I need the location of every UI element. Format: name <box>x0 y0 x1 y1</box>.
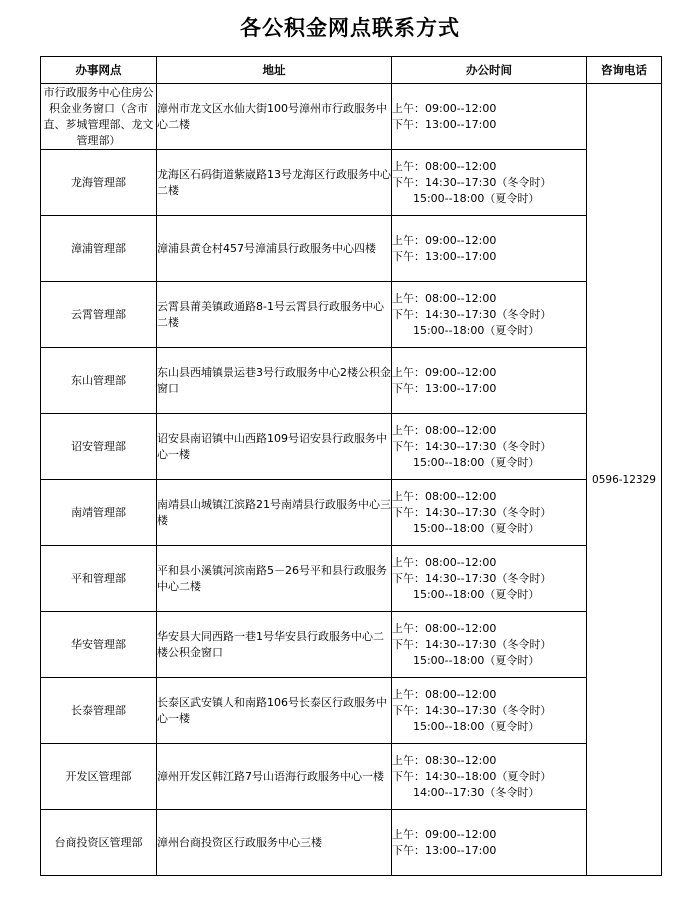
office-hours-line: 下午：14:30--17:30（冬令时） <box>392 703 552 717</box>
office-hours-line: 下午：13:00--17:00 <box>392 381 497 395</box>
address-cell: 漳州开发区韩江路7号山语海行政服务中心一楼 <box>157 744 392 810</box>
office-hours-line: 15:00--18:00（夏令时） <box>392 191 540 205</box>
address-cell: 长泰区武安镇人和南路106号长泰区行政服务中心一楼 <box>157 678 392 744</box>
office-hours-line: 15:00--18:00（夏令时） <box>392 323 540 337</box>
office-hours-line: 下午：14:30--17:30（冬令时） <box>392 307 552 321</box>
office-hours-cell <box>392 150 587 216</box>
office-hours-cell <box>392 744 587 810</box>
office-name-cell: 平和管理部 <box>41 546 157 612</box>
office-hours-line: 下午：13:00--17:00 <box>392 117 497 131</box>
office-hours-line: 上午：09:00--12:00 <box>392 233 497 247</box>
address-cell: 诏安县南诏镇中山西路109号诏安县行政服务中心一楼 <box>157 414 392 480</box>
office-hours-line: 15:00--18:00（夏令时） <box>392 521 540 535</box>
table-row <box>41 150 662 216</box>
table-header-row <box>41 57 662 84</box>
office-hours-line: 15:00--18:00（夏令时） <box>392 455 540 469</box>
address-cell: 漳浦县黄仓村457号漳浦县行政服务中心四楼 <box>157 216 392 282</box>
office-hours-line: 上午：09:00--12:00 <box>392 365 497 379</box>
table-body <box>41 84 662 876</box>
address-cell: 龙海区石码街道紫崴路13号龙海区行政服务中心二楼 <box>157 150 392 216</box>
office-hours-line: 下午：13:00--17:00 <box>392 249 497 263</box>
office-hours-line: 上午：08:00--12:00 <box>392 159 497 173</box>
office-hours-line: 上午：08:30--12:00 <box>392 753 497 767</box>
office-hours-cell <box>392 546 587 612</box>
office-hours-line: 上午：08:00--12:00 <box>392 291 497 305</box>
table-row <box>41 414 662 480</box>
office-hours-line: 上午：08:00--12:00 <box>392 687 497 701</box>
office-hours-line: 下午：14:30--18:00（夏令时） <box>392 769 552 783</box>
office-name-cell: 云霄管理部 <box>41 282 157 348</box>
office-name-cell: 南靖管理部 <box>41 480 157 546</box>
table-row <box>41 744 662 810</box>
office-name-cell: 市行政服务中心住房公积金业务窗口（含市直、芗城管理部、龙文管理部） <box>41 84 157 150</box>
office-hours-line: 15:00--18:00（夏令时） <box>392 587 540 601</box>
address-cell: 云霄县莆美镇政通路8-1号云霄县行政服务中心二楼 <box>157 282 392 348</box>
office-name-cell: 诏安管理部 <box>41 414 157 480</box>
table-row <box>41 282 662 348</box>
table-row <box>41 348 662 414</box>
office-hours-line: 下午：14:30--17:30（冬令时） <box>392 175 552 189</box>
office-name-cell: 东山管理部 <box>41 348 157 414</box>
address-cell: 漳州台商投资区行政服务中心三楼 <box>157 810 392 876</box>
table-row <box>41 678 662 744</box>
office-hours-line: 下午：14:30--17:30（冬令时） <box>392 571 552 585</box>
office-hours-line: 上午：08:00--12:00 <box>392 423 497 437</box>
office-hours-line: 上午：08:00--12:00 <box>392 621 497 635</box>
office-hours-cell <box>392 678 587 744</box>
office-hours-cell <box>392 216 587 282</box>
office-name-cell: 开发区管理部 <box>41 744 157 810</box>
office-hours-line: 下午：14:30--17:30（冬令时） <box>392 505 552 519</box>
office-hours-cell <box>392 348 587 414</box>
table-row <box>41 84 662 150</box>
office-hours-cell <box>392 612 587 678</box>
office-hours-line: 下午：13:00--17:00 <box>392 843 497 857</box>
page-title: 各公积金网点联系方式 <box>240 15 460 40</box>
table-row <box>41 612 662 678</box>
table-row <box>41 546 662 612</box>
office-hours-line: 15:00--18:00（夏令时） <box>392 653 540 667</box>
table-row <box>41 810 662 876</box>
address-cell: 漳州市龙文区水仙大街100号漳州市行政服务中心二楼 <box>157 84 392 150</box>
office-hours-line: 上午：08:00--12:00 <box>392 489 497 503</box>
office-name-cell: 华安管理部 <box>41 612 157 678</box>
header-office: 办事网点 <box>41 57 157 84</box>
office-name-cell: 漳浦管理部 <box>41 216 157 282</box>
office-hours-line: 上午：09:00--12:00 <box>392 827 497 841</box>
office-name-cell: 长泰管理部 <box>41 678 157 744</box>
office-hours-line: 下午：14:30--17:30（冬令时） <box>392 637 552 651</box>
office-hours-cell <box>392 414 587 480</box>
table-row <box>41 216 662 282</box>
address-cell: 东山县西埔镇景运巷3号行政服务中心2楼公积金窗口 <box>157 348 392 414</box>
office-hours-line: 上午：09:00--12:00 <box>392 101 497 115</box>
office-hours-cell <box>392 810 587 876</box>
contact-table <box>40 56 662 876</box>
header-hours: 办公时间 <box>392 57 587 84</box>
header-address: 地址 <box>157 57 392 84</box>
office-hours-line: 上午：08:00--12:00 <box>392 555 497 569</box>
header-phone: 咨询电话 <box>587 57 662 84</box>
phone-number-cell: 0596-12329 <box>587 84 662 876</box>
address-cell: 平和县小溪镇河滨南路5－26号平和县行政服务中心二楼 <box>157 546 392 612</box>
office-hours-cell <box>392 282 587 348</box>
table-row <box>41 480 662 546</box>
office-hours-line: 15:00--18:00（夏令时） <box>392 719 540 733</box>
office-hours-line: 14:00--17:30（冬令时） <box>392 785 540 799</box>
office-hours-line: 下午：14:30--17:30（冬令时） <box>392 439 552 453</box>
office-name-cell: 台商投资区管理部 <box>41 810 157 876</box>
address-cell: 南靖县山城镇江滨路21号南靖县行政服务中心三楼 <box>157 480 392 546</box>
address-cell: 华安县大同西路一巷1号华安县行政服务中心二楼公积金窗口 <box>157 612 392 678</box>
office-name-cell: 龙海管理部 <box>41 150 157 216</box>
office-hours-cell <box>392 480 587 546</box>
office-hours-cell <box>392 84 587 150</box>
